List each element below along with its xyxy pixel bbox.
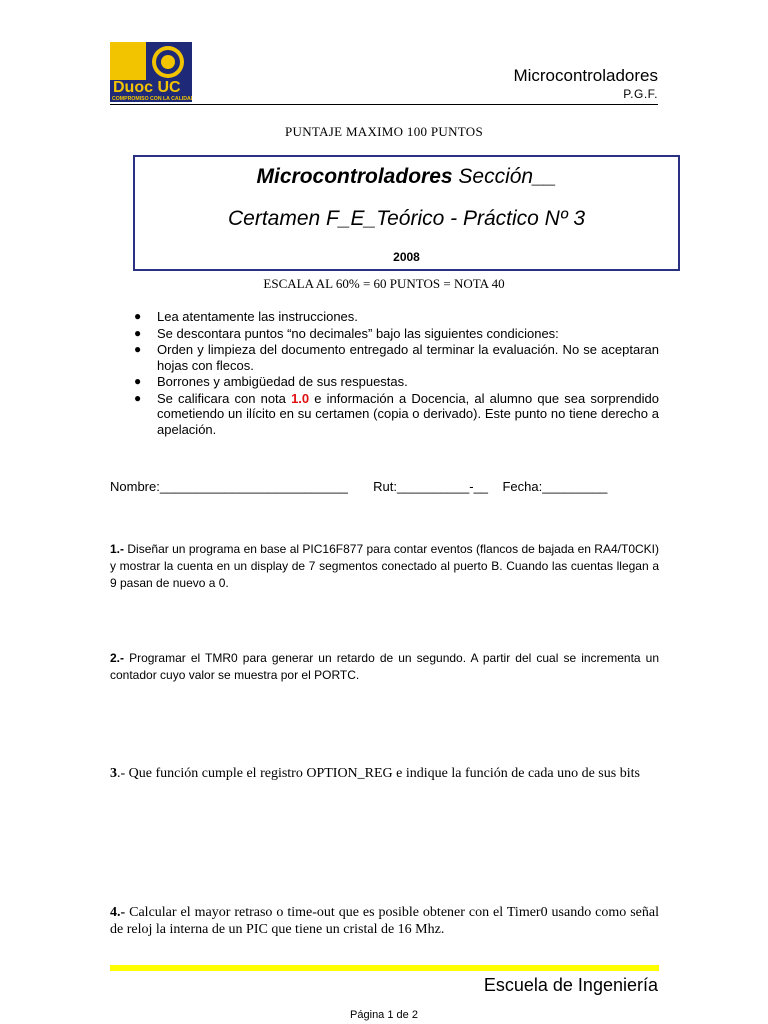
header-title: Microcontroladores: [513, 66, 658, 85]
header-divider: [110, 104, 658, 105]
instruction-item: ● Se calificara con nota 1.0 e información a Docencia, al alumno que sea sorprendido cometiendo un ilícito en su certamen (copia o derivado). Este punto no tiene derecho a apelación.: [134, 390, 659, 437]
student-info-fields[interactable]: Nombre:__________________________ Rut:__________-__ Fecha:_________: [110, 479, 608, 494]
bullet-icon: ●: [134, 342, 142, 356]
instruction-item: ● Borrones y ambigüedad de sus respuestas.: [134, 374, 408, 389]
footer-title: Escuela de Ingeniería: [483, 975, 658, 995]
instructions-list: [132, 309, 659, 438]
page-number: Página 1 de 2: [350, 1009, 418, 1021]
bullet-icon: ●: [134, 325, 142, 340]
duoc-uc-logo-icon: [110, 42, 192, 102]
question-number: 1.-: [110, 542, 125, 556]
grading-scale: ESCALA AL 60% = 60 PUNTOS = NOTA 40: [263, 276, 505, 291]
logo-text: Duoc UC: [113, 79, 181, 96]
instruction-item: ● Lea atentamente las instrucciones.: [134, 309, 358, 324]
title-box: [133, 155, 680, 271]
question-number: 3: [110, 766, 117, 781]
logo-tagline: COMPROMISO CON LA CALIDAD: [112, 96, 192, 102]
question-1: 1.- Diseñar un programa en base al PIC16F877 para contar eventos (flancos de bajada en RA4/T0CKI) y mostrar la cuenta en un display de 7 segmentos conectado al puerto B. Cuando las cuentas llegan a 9 pasan de nuevo a 0.: [110, 542, 659, 590]
question-4: 4.- Calcular el mayor retraso o time-out que es posible obtener con el Timer0 usando como señal de reloj la interna de un PIC que tiene un cristal de 16 Mhz.: [110, 905, 659, 937]
bullet-icon: ●: [134, 390, 142, 405]
question-number: 2.-: [110, 651, 125, 665]
instruction-item: ● Se descontara puntos “no decimales” bajo las siguientes condiciones:: [134, 325, 559, 341]
duoc-uc-logo: [110, 42, 192, 102]
section-label: Sección__: [452, 165, 557, 188]
exam-year: 2008: [393, 250, 420, 264]
bullet-icon: ●: [134, 374, 142, 388]
question-2: 2.- Programar el TMR0 para generar un retardo de un segundo. A partir del cual se incrementa un contador cuyo valor se muestra por el PORTC.: [110, 651, 659, 682]
footer-bar: [110, 965, 659, 971]
bullet-icon: ●: [134, 309, 142, 323]
failing-grade: 1.0: [291, 390, 310, 406]
question-number: 4.-: [110, 905, 126, 920]
instruction-item: ● Orden y limpieza del documento entregado al terminar la evaluación. No se aceptaran hojas con flecos.: [134, 342, 659, 373]
question-3: 3.- Que función cumple el registro OPTION_REG e indique la función de cada uno de sus bits: [110, 766, 640, 781]
header-subtitle: P.G.F.: [623, 87, 658, 101]
course-name: Microcontroladores: [256, 165, 453, 188]
exam-title: Certamen F_E_Teórico - Práctico Nº 3: [227, 207, 586, 230]
max-points-text: PUNTAJE MAXIMO 100 PUNTOS: [285, 124, 483, 139]
course-title: [135, 165, 678, 189]
